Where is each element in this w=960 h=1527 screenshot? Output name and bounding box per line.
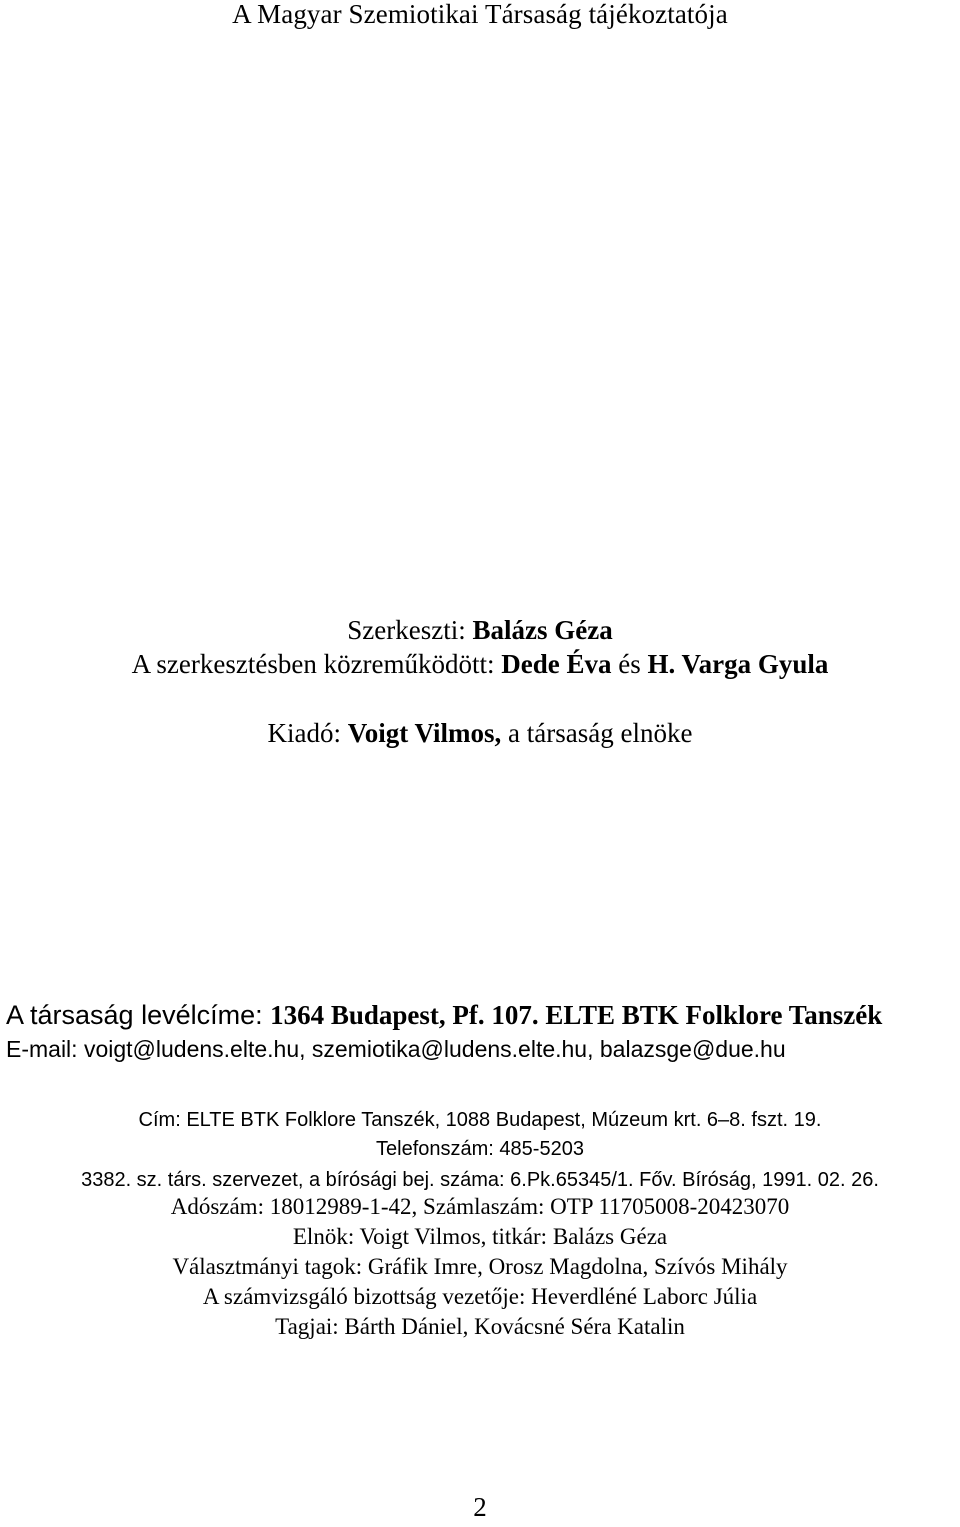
- publisher-name: Voigt Vilmos,: [347, 718, 502, 748]
- contributor-name-2: H. Varga Gyula: [647, 649, 829, 679]
- info-line-board: Választmányi tagok: Gráfik Imre, Orosz Magdolna, Szívós Mihály: [172, 1254, 788, 1279]
- contributors-label: A szerkesztésben közreműködött:: [131, 649, 502, 679]
- email-line: E-mail: voigt@ludens.elte.hu, szemiotika@ludens.elte.hu, balazsge@due.hu: [6, 1036, 786, 1062]
- mailing-address-value: 1364 Budapest, Pf. 107. ELTE BTK Folklore Tanszék: [270, 1000, 883, 1030]
- publisher-label: Kiadó:: [267, 718, 348, 748]
- page-title: A Magyar Szemiotikai Társaság tájékoztatója: [232, 0, 728, 29]
- info-line-officers: Elnök: Voigt Vilmos, titkár: Balázs Géza: [292, 1224, 668, 1249]
- contributors-line: [0, 648, 960, 680]
- info-line-phone: Telefonszám: 485-5203: [376, 1138, 584, 1160]
- publisher-line: [0, 717, 960, 749]
- info-line-tax: Adószám: 18012989-1-42, Számlaszám: OTP 11705008-20423070: [170, 1194, 790, 1219]
- info-line-registration: 3382. sz. társ. szervezet, a bírósági bej. száma: 6.Pk.65345/1. Főv. Bíróság, 1991. 02. 26.: [81, 1169, 879, 1191]
- mailing-address-line: [6, 999, 960, 1031]
- editor-label: Szerkeszti:: [347, 615, 473, 645]
- info-line-audit-head: A számvizsgáló bizottság vezetője: Heverdléné Laborc Júlia: [202, 1284, 758, 1309]
- info-line-address: Cím: ELTE BTK Folklore Tanszék, 1088 Budapest, Múzeum krt. 6–8. fszt. 19.: [138, 1109, 822, 1131]
- page-number: 2: [473, 1492, 487, 1522]
- editor-name: Balázs Géza: [472, 615, 613, 645]
- editor-line: [0, 614, 960, 646]
- info-line-audit-members: Tagjai: Bárth Dániel, Kovácsné Séra Katalin: [275, 1314, 685, 1339]
- contributor-name-1: Dede Éva: [501, 649, 612, 679]
- publisher-role: a társaság elnöke: [501, 718, 693, 748]
- contributors-conjunction: és: [611, 649, 648, 679]
- mailing-address-label: A társaság levélcíme:: [6, 1000, 271, 1030]
